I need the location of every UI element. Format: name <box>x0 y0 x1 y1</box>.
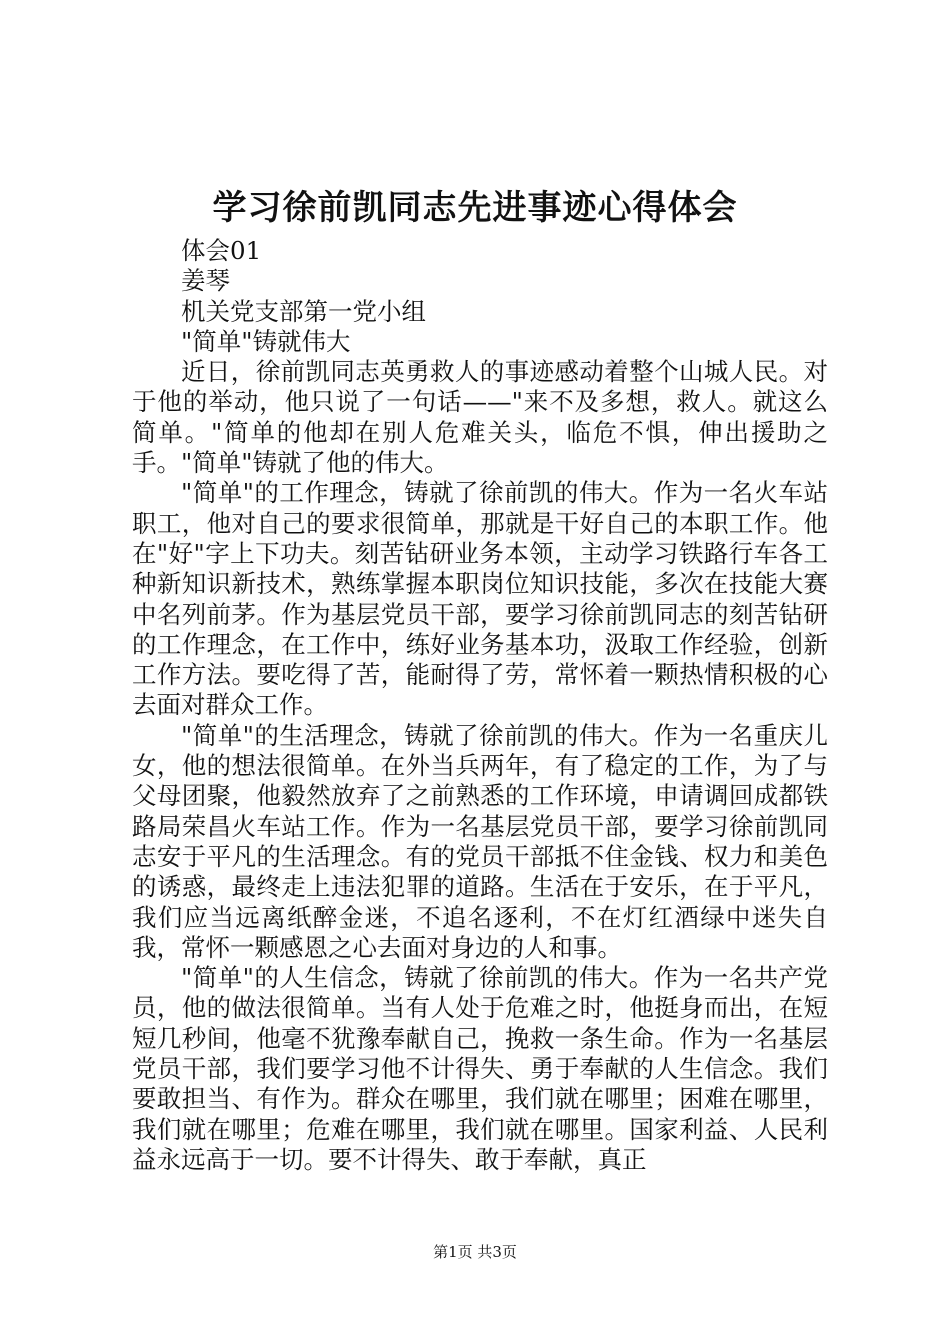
document-title: 学习徐前凯同志先进事迹心得体会 <box>212 188 738 228</box>
paragraph-organization: 机关党支部第一党小组 <box>181 296 426 326</box>
paragraph-author: 姜琴 <box>181 266 230 296</box>
paragraph-life-belief: "简单"的人生信念，铸就了徐前凯的伟大。作为一名共产党员，他的做法很简单。当有人处于危难之时，他挺身而出，在短短几秒间，他毫不犹豫奉献自己，挽救一条生命。作为一名基层党员干部，我们要学习他不计得失、勇于奉献的人生信念。我们要敢担当、有作为。群众在哪里，我们就在哪里；困难在哪里，我们就在哪里；危难在哪里，我们就在哪里。国家利益、人民利益永远高于一切。要不计得失、敢于奉献，真正 <box>132 963 828 1174</box>
document-body <box>132 236 828 1175</box>
paragraph-intro: 近日，徐前凯同志英勇救人的事迹感动着整个山城人民。对于他的举动，他只说了一句话——"来不及多想，救人。就这么简单。"简单的他却在别人危难关头，临危不惧，伸出援助之手。"简单"铸就了他的伟大。 <box>132 357 828 478</box>
paragraph-work-concept: "简单"的工作理念，铸就了徐前凯的伟大。作为一名火车站职工，他对自己的要求很简单，那就是干好自己的本职工作。他在"好"字上下功夫。刻苦钻研业务本领，主动学习铁路行车各工种新知识新技术，熟练掌握本职岗位知识技能，多次在技能大赛中名列前茅。作为基层党员干部，要学习徐前凯同志的刻苦钻研的工作理念，在工作中，练好业务基本功，汲取工作经验，创新工作方法。要吃得了苦，能耐得了劳，常怀着一颗热情积极的心去面对群众工作。 <box>132 478 828 720</box>
page-footer: 第1页 共3页 <box>433 1243 517 1261</box>
paragraph-subtitle: "简单"铸就伟大 <box>181 326 351 356</box>
paragraph-heading-number: 体会01 <box>181 236 262 265</box>
paragraph-life-concept: "简单"的生活理念，铸就了徐前凯的伟大。作为一名重庆儿女，他的想法很简单。在外当兵两年，有了稳定的工作，为了与父母团聚，他毅然放弃了之前熟悉的工作环境，申请调回成都铁路局荣昌火车站工作。作为一名基层党员干部，要学习徐前凯同志安于平凡的生活理念。有的党员干部抵不住金钱、权力和美色的诱惑，最终走上违法犯罪的道路。生活在于安乐，在于平凡，我们应当远离纸醉金迷，不追名逐利，不在灯红酒绿中迷失自我，常怀一颗感恩之心去面对身边的人和事。 <box>132 720 828 962</box>
